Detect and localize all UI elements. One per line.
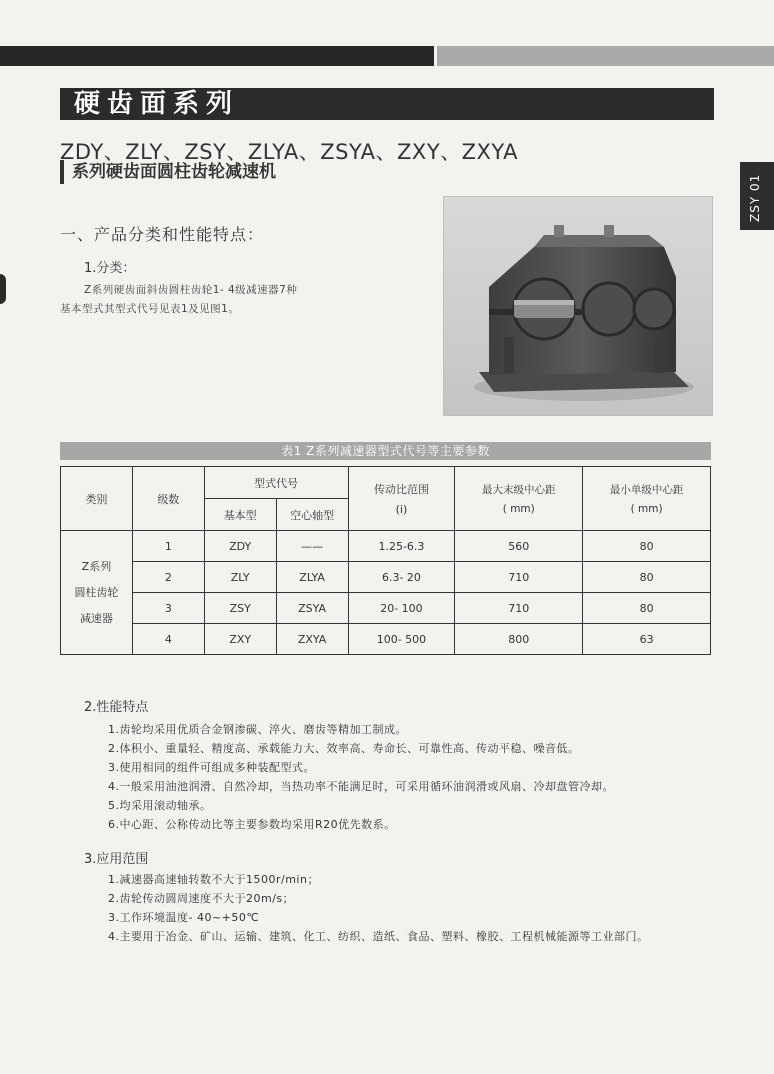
cell-hollow: ZSYA	[276, 593, 348, 624]
header-bar-dark	[0, 46, 434, 66]
header-min-center-line2: ( mm)	[630, 503, 663, 515]
header-basic: 基本型	[204, 499, 276, 531]
header-hollow: 空心轴型	[276, 499, 348, 531]
header-category: 类别	[61, 467, 133, 531]
list-item: 4.一般采用油池润滑、自然冷却，当热功率不能满足时，可采用循环油润滑或风扇、冷却盘管冷却。	[108, 780, 614, 793]
section-heading: 一、产品分类和性能特点：	[60, 225, 265, 244]
header-ratio-line2: (i)	[395, 503, 408, 516]
cell-basic: ZXY	[204, 624, 276, 655]
cell-basic: ZDY	[204, 531, 276, 562]
cell-min-center: 63	[583, 624, 711, 655]
reducer-photo	[443, 196, 713, 416]
header-type-code: 型式代号	[204, 467, 348, 499]
cell-max-center: 710	[455, 593, 583, 624]
cell-ratio: 1.25-6.3	[348, 531, 455, 562]
subtitle: 系列硬齿面圆柱齿轮减速机	[72, 162, 276, 182]
table-caption-banner	[60, 442, 711, 460]
category-line2: 圆柱齿轮	[74, 585, 119, 599]
application-list	[108, 870, 649, 946]
header-stages: 级数	[132, 467, 204, 531]
list-item: 1.齿轮均采用优质合金钢渗碳、淬火、磨齿等精加工制成。	[108, 723, 407, 736]
cell-min-center: 80	[583, 593, 711, 624]
cell-max-center: 800	[455, 624, 583, 655]
gear-reducer-image	[444, 197, 713, 416]
classification-text-line2: 基本型式其型式代号见表1及见图1。	[60, 303, 240, 315]
application-heading: 3.应用范围	[84, 852, 149, 867]
header-min-center-line1: 最小单级中心距	[609, 484, 684, 496]
table-row	[61, 562, 711, 593]
performance-list	[108, 720, 614, 834]
header-max-center	[455, 467, 583, 531]
cell-basic: ZSY	[204, 593, 276, 624]
category-cell	[61, 531, 133, 655]
list-item: 3.使用相同的组件可组成多种装配型式。	[108, 761, 315, 774]
side-page-tab	[740, 162, 774, 230]
classification-heading: 1.分类：	[84, 261, 136, 276]
cell-basic: ZLY	[204, 562, 276, 593]
table-row	[61, 531, 711, 562]
spec-table	[60, 466, 711, 655]
header-min-center	[583, 467, 711, 531]
category-line3: 减速器	[79, 611, 113, 625]
header-bar-light	[437, 46, 774, 66]
list-item: 2.体积小、重量轻、精度高、承载能力大、效率高、寿命长、可靠性高、传动平稳、噪音低。	[108, 742, 580, 755]
cell-ratio: 20- 100	[348, 593, 455, 624]
cell-hollow: ——	[276, 531, 348, 562]
cell-max-center: 710	[455, 562, 583, 593]
list-item: 6.中心距、公称传动比等主要参数均采用R20优先数系。	[108, 818, 396, 831]
category-line1: Z系列	[81, 559, 112, 573]
header-ratio-line1: 传动比范围	[373, 483, 429, 496]
list-item: 3.工作环境温度- 40~+50℃	[108, 911, 260, 924]
model-list: ZDY、ZLY、ZSY、ZLYA、ZSYA、ZXY、ZXYA	[60, 140, 518, 164]
cell-hollow: ZLYA	[276, 562, 348, 593]
series-title-banner	[60, 88, 714, 120]
cell-hollow: ZXYA	[276, 624, 348, 655]
cell-min-center: 80	[583, 562, 711, 593]
cell-stages: 4	[132, 624, 204, 655]
header-ratio	[348, 467, 455, 531]
cell-stages: 1	[132, 531, 204, 562]
list-item: 4.主要用于冶金、矿山、运输、建筑、化工、纺织、造纸、食品、塑料、橡胶、工程机械能源等工业部门。	[108, 930, 649, 943]
list-item: 2.齿轮传动圆周速度不大于20m/s；	[108, 892, 295, 905]
list-item: 5.均采用滚动轴承。	[108, 799, 212, 812]
table-row	[61, 624, 711, 655]
table-header-row	[61, 467, 711, 499]
header-max-center-line2: ( mm)	[502, 503, 535, 515]
subtitle-block	[60, 160, 276, 184]
cell-min-center: 80	[583, 531, 711, 562]
cell-max-center: 560	[455, 531, 583, 562]
cell-stages: 3	[132, 593, 204, 624]
list-item: 1.减速器高速轴转数不大于1500r/min；	[108, 873, 319, 886]
table-row	[61, 593, 711, 624]
cell-ratio: 6.3- 20	[348, 562, 455, 593]
table-caption: 表1 Z系列减速器型式代号等主要参数	[281, 444, 490, 458]
cell-stages: 2	[132, 562, 204, 593]
series-title: 硬齿面系列	[74, 89, 240, 119]
side-tab-label: ZSY 01	[748, 173, 762, 222]
performance-heading: 2.性能特点	[84, 700, 149, 715]
cell-ratio: 100- 500	[348, 624, 455, 655]
binding-mark	[0, 274, 6, 304]
classification-text-line1: Z系列硬齿面斜齿圆柱齿轮1- 4级减速器7种	[84, 284, 298, 296]
header-max-center-line1: 最大末级中心距	[482, 484, 556, 496]
